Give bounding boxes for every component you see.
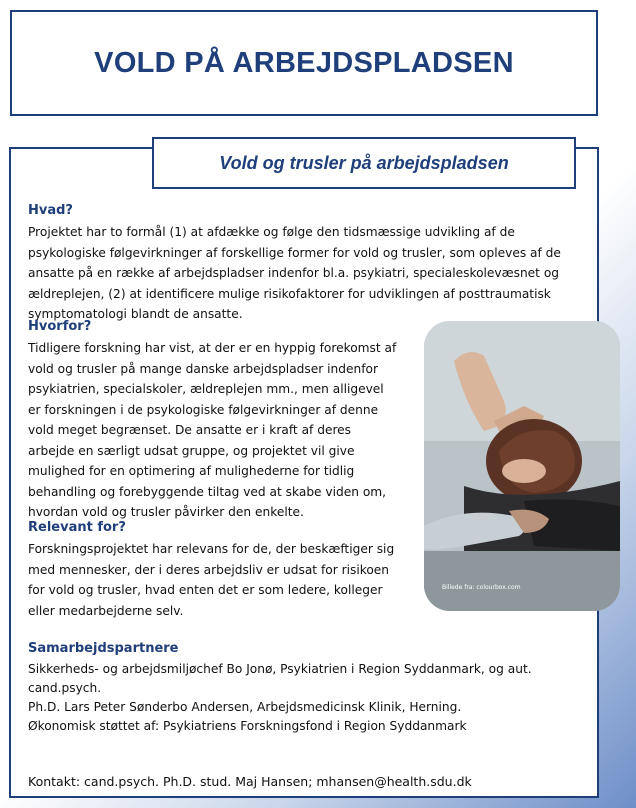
partner-line: Økonomisk støttet af: Psykiatriens Forskningsfond i Region Syddanmark	[28, 719, 467, 733]
section-heading: Relevant for?	[28, 520, 126, 535]
title-banner	[10, 10, 598, 116]
contact-line: Kontakt: cand.psych. Ph.D. stud. Maj Hansen; mhansen@health.sdu.dk	[28, 774, 472, 789]
section-heading: Samarbejdspartnere	[28, 641, 179, 656]
section-hvad	[28, 203, 588, 325]
section-hvorfor	[28, 319, 400, 523]
photo-credit: Billede fra: colourbox.com	[442, 584, 521, 591]
subtitle: Vold og trusler på arbejdspladsen	[219, 152, 509, 173]
section-relevant	[28, 520, 404, 621]
section-heading: Hvad?	[28, 203, 73, 218]
section-samarbejdspartnere	[28, 641, 588, 736]
subtitle-banner	[152, 137, 576, 189]
partner-line: Ph.D. Lars Peter Sønderbo Andersen, Arbejdsmedicinsk Klinik, Herning.	[28, 700, 462, 714]
section-body: Forskningsprojektet har relevans for de, der beskæftiger sig med mennesker, der i deres arbejdsliv er udsat for risikoen for vold og trusler, hvad enten det er som ledere, kolleger eller medarbejderne selv.	[28, 542, 395, 618]
section-body: Tidligere forskning har vist, at der er en hyppig forekomst af vold og trusler på mange danske arbejdspladser indenfor psykiatrien, specialskoler, ældreplejen mm., men alligevel er forskningen i de psykologiske følgevirkninger af denne vold meget begrænset. De ansatte er i kraft af deres arbejde en særligt udsat gruppe, og projektet vil give mulighed for en optimering af mulighederne for tidlig behandling og forebyggende tiltag ved at skabe viden om, hvordan vold og trusler påvirker den enkelte.	[28, 341, 397, 519]
photo-illustration	[424, 321, 620, 611]
photo-violence	[424, 321, 620, 611]
page-title: VOLD PÅ ARBEJDSPLADSEN	[94, 46, 514, 79]
section-heading: Hvorfor?	[28, 319, 92, 334]
partner-line: Sikkerheds- og arbejdsmiljøchef Bo Jonø, Psykiatrien i Region Syddanmark, og aut. cand.psych.	[28, 662, 532, 695]
section-body: Projektet har to formål (1) at afdække og følge den tidsmæssige udvikling af de psykologiske følgevirkninger af forskellige former for vold og trusler, som opleves af de ansatte på en række af arbejdspladser indenfor bl.a. psykiatri, specialeskolevæsnet og ældreplejen, (2) at identificere mulige risikofaktorer for udviklingen af posttraumatisk symptomatologi blandt de ansatte.	[28, 225, 561, 321]
